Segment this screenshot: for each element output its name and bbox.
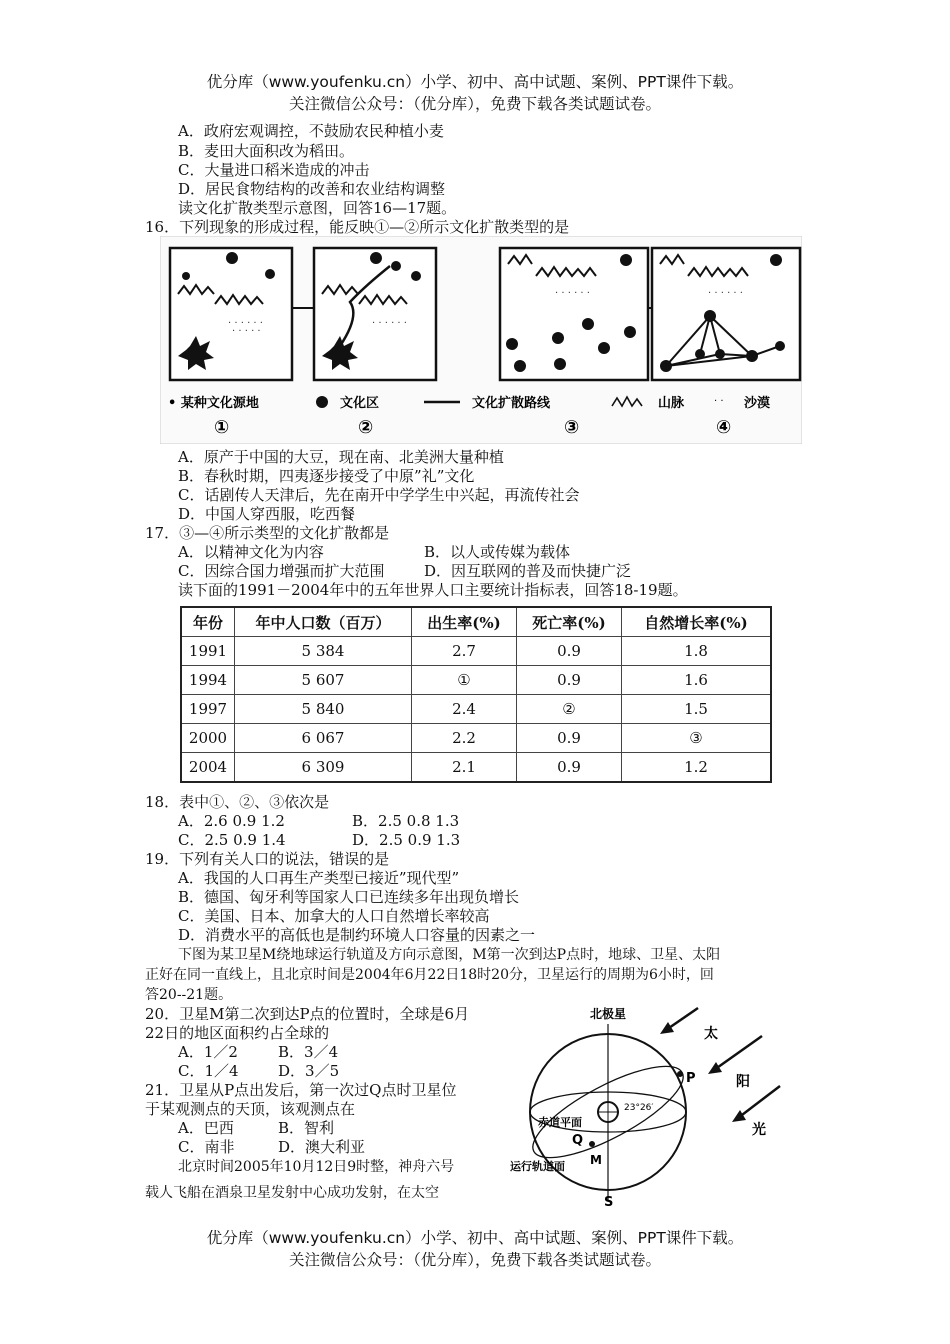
q19-option-a: A．我国的人口再生产类型已接近”现代型”: [178, 869, 460, 887]
table-cell: 0.9: [517, 666, 622, 695]
legend-route: 文化扩散路线: [472, 396, 551, 411]
table-cell: 1994: [181, 666, 235, 695]
panel-number-2: ②: [358, 417, 374, 438]
q21-option-a: A．巴西: [178, 1119, 234, 1137]
q16-option-a: A．原产于中国的大豆，现在南、北美洲大量种植: [178, 448, 504, 466]
legend-desert: 沙漠: [744, 396, 771, 411]
svg-text:· · · · · ·: · · · · · ·: [708, 288, 743, 299]
q18-option-d: D．2.5 0.9 1.3: [352, 831, 461, 849]
table-cell: 2.1: [412, 753, 517, 783]
table-cell: 1991: [181, 637, 235, 666]
panel-number-3: ③: [564, 417, 580, 438]
q20-option-a: A．1／2: [178, 1043, 238, 1061]
svg-text:· · · · · ·: · · · · · ·: [555, 288, 590, 299]
table-cell: 6 309: [235, 753, 412, 783]
q15-option-a: A．政府宏观调控，不鼓励农民种植小麦: [178, 122, 444, 140]
panel-1: [170, 248, 292, 380]
q16-option-b: B．春秋时期，四夷逐步接受了中原”礼”文化: [178, 467, 475, 485]
table-cell: 6 067: [235, 724, 412, 753]
table-cell: 0.9: [517, 753, 622, 783]
table-cell: 0.9: [517, 637, 622, 666]
satellite-orbit-figure: [508, 994, 798, 1212]
point-m-label: M: [590, 1153, 602, 1167]
table-cell: 1997: [181, 695, 235, 724]
q18-option-a: A．2.6 0.9 1.2: [178, 812, 285, 830]
intro-16-17: 读文化扩散类型示意图，回答16—17题。: [178, 199, 457, 217]
q16-stem: 16．下列现象的形成过程，能反映①—②所示文化扩散类型的是: [145, 218, 570, 236]
q21-stem-1: 21．卫星从P点出发后，第一次过Q点时卫星位: [145, 1081, 457, 1099]
header-line-2: 关注微信公众号：（优分库），免费下载各类试题试卷。: [288, 95, 661, 113]
table-header: 死亡率(%): [517, 607, 622, 637]
q16-option-c: C．话剧传人天津后，先在南开中学学生中兴起，再流传社会: [178, 486, 580, 504]
q17-option-b: B．以人或传媒为载体: [424, 543, 571, 561]
q15-option-c: C．大量进口稻米造成的冲击: [178, 161, 370, 179]
panel-2: [314, 248, 436, 380]
table-cell: 5 384: [235, 637, 412, 666]
q19-option-c: C．美国、日本、加拿大的人口自然增长率较高: [178, 907, 490, 925]
north-star-label: 北极星: [590, 1007, 627, 1021]
svg-text:· · · · · ·: · · · · · ·: [228, 318, 263, 329]
q20-stem-2: 22日的地区面积约占全球的: [145, 1024, 330, 1042]
q20-option-d: D．3／5: [278, 1062, 340, 1080]
q18-stem: 18．表中①、②、③依次是: [145, 793, 330, 811]
table-cell: 2.2: [412, 724, 517, 753]
table-row: [181, 753, 771, 783]
table-row: [181, 666, 771, 695]
table-cell: 1.6: [622, 666, 772, 695]
table-cell: 2004: [181, 753, 235, 783]
intro-20-21-line-2: 正好在同一直线上，且北京时间是2004年6月22日18时20分，卫星运行的周期为6小时，回: [145, 967, 714, 983]
intro-22-line-1: 北京时间2005年10月12日9时整，神舟六号: [178, 1159, 455, 1175]
equator-plane-label: 赤道平面: [538, 1116, 582, 1129]
point-s-label: S: [604, 1195, 614, 1210]
sun-label-3: 光: [752, 1122, 766, 1138]
svg-text:· · · · · ·: · · · · · ·: [372, 318, 407, 329]
svg-text:23°26′: 23°26′: [624, 1103, 654, 1113]
q21-stem-2: 于某观测点的天顶，该观测点在: [145, 1100, 356, 1118]
point-q-label: Q: [572, 1133, 584, 1148]
q16-option-d: D．中国人穿西服，吃西餐: [178, 505, 356, 523]
population-table: [180, 606, 772, 783]
sun-label-2: 阳: [736, 1074, 750, 1090]
table-header-row: [181, 607, 771, 637]
table-cell: 2.4: [412, 695, 517, 724]
table-cell: 0.9: [517, 724, 622, 753]
q19-option-d: D．消费水平的高低也是制约环境人口容量的因素之一: [178, 926, 536, 944]
intro-18-19: 读下面的1991－2004年中的五年世界人口主要统计指标表，回答18-19题。: [178, 581, 688, 599]
q17-option-a: A．以精神文化为内容: [178, 543, 324, 561]
legend-mountain: 山脉: [658, 396, 685, 411]
intro-22-line-2: 载人飞船在酒泉卫星发射中心成功发射，在太空: [145, 1185, 439, 1201]
panel-number-1: ①: [214, 417, 230, 438]
q21-option-c: C．南非: [178, 1138, 235, 1156]
legend-source: • 某种文化源地: [168, 396, 259, 411]
table-header: 年中人口数（百万）: [235, 607, 412, 637]
sun-label-1: 太: [704, 1026, 718, 1042]
panel-4: [652, 248, 800, 380]
table-row: [181, 724, 771, 753]
q20-stem-1: 20．卫星M第二次到达P点的位置时，全球是6月: [145, 1005, 470, 1023]
q20-option-c: C．1／4: [178, 1062, 239, 1080]
q21-option-b: B．智利: [278, 1119, 335, 1137]
header-line-1: 优分库（www.youfenku.cn）小学、初中、高中试题、案例、PPT课件下载。: [206, 73, 744, 91]
q19-stem: 19．下列有关人口的说法，错误的是: [145, 850, 390, 868]
table-header: 年份: [181, 607, 235, 637]
svg-text:· ·: · ·: [714, 396, 724, 407]
table-row: [181, 695, 771, 724]
table-cell: 1.5: [622, 695, 772, 724]
table-cell: 1.2: [622, 753, 772, 783]
table-cell: 5 840: [235, 695, 412, 724]
table-cell: ②: [517, 695, 622, 724]
q17-option-c: C．因综合国力增强而扩大范围: [178, 562, 385, 580]
footer-line-1: 优分库（www.youfenku.cn）小学、初中、高中试题、案例、PPT课件下载。: [206, 1229, 744, 1247]
q17-option-d: D．因互联网的普及而快捷广泛: [424, 562, 632, 580]
q17-stem: 17．③—④所示类型的文化扩散都是: [145, 524, 390, 542]
panel-3: [500, 248, 648, 380]
table-header: 出生率(%): [412, 607, 517, 637]
q18-option-c: C．2.5 0.9 1.4: [178, 831, 286, 849]
q18-option-b: B．2.5 0.8 1.3: [352, 812, 460, 830]
point-p-label: P: [686, 1071, 696, 1086]
intro-20-21-line-3: 答20--21题。: [145, 987, 233, 1003]
table-cell: 5 607: [235, 666, 412, 695]
q20-option-b: B．3／4: [278, 1043, 339, 1061]
q15-option-d: D．居民食物结构的改善和农业结构调整: [178, 180, 446, 198]
svg-text:· · · · ·: · · · · ·: [232, 326, 261, 337]
table-cell: 2000: [181, 724, 235, 753]
intro-20-21-line-1: 下图为某卫星M绕地球运行轨道及方向示意图，M第一次到达P点时，地球、卫星、太阳: [178, 947, 721, 963]
table-cell: ①: [412, 666, 517, 695]
table-row: [181, 637, 771, 666]
table-header: 自然增长率(%): [622, 607, 772, 637]
table-cell: 1.8: [622, 637, 772, 666]
footer-line-2: 关注微信公众号：（优分库），免费下载各类试题试卷。: [288, 1251, 661, 1269]
table-cell: 2.7: [412, 637, 517, 666]
q15-option-b: B．麦田大面积改为稻田。: [178, 142, 355, 160]
q19-option-b: B．德国、匈牙利等国家人口已连续多年出现负增长: [178, 888, 520, 906]
table-cell: ③: [622, 724, 772, 753]
legend-region: 文化区: [340, 396, 380, 411]
orbit-plane-label: 运行轨道面: [510, 1160, 565, 1173]
q21-option-d: D．澳大利亚: [278, 1138, 366, 1156]
panel-number-4: ④: [716, 417, 732, 438]
culture-diffusion-figure: [160, 236, 802, 444]
